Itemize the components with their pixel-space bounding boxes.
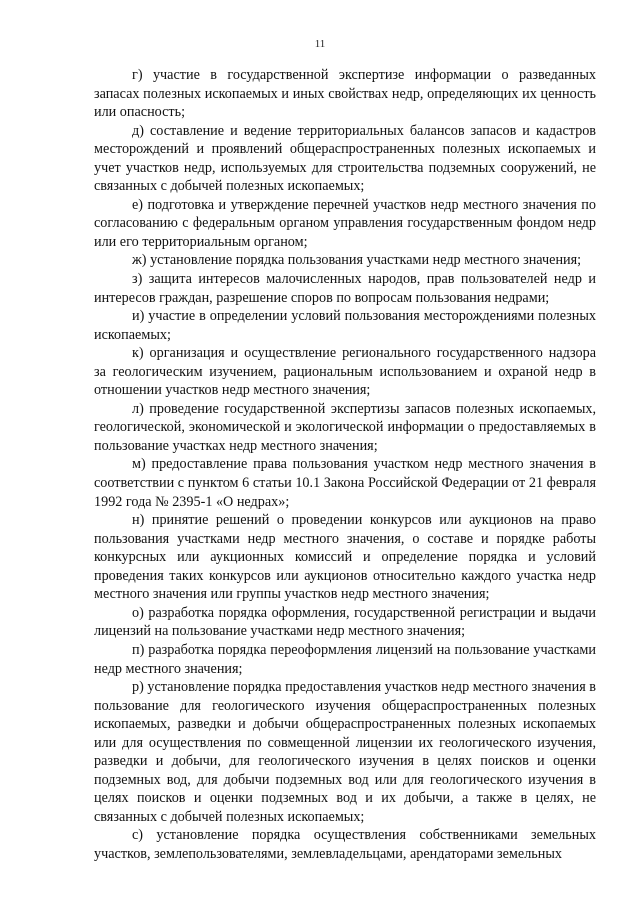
paragraph-r: р) установление порядка предоставления участков недр местного значения в пользование для геологического изучения общераспространенных полезных ископаемых, разведки и добычи общераспространенных полезных ископаемых или для осуществления по совмещенной лицензии их геологического изучения, разведки и добычи, для геологического изучения в целях поисков и оценки подземных вод, для добычи подземных вод или для геологического изучения в целях поисков и оценки подземных вод и их добычи, а также в целях, не связанных с добычей полезных ископаемых;	[94, 679, 596, 825]
paragraph-d: д) составление и ведение территориальных балансов запасов и кадастров месторождений и проявлений общераспространенных полезных ископаемых и учет участков недр, используемых для строительства подземных сооружений, не связанных с добычей полезных ископаемых;	[94, 122, 596, 195]
paragraph-p: п) разработка порядка переоформления лицензий на пользование участками недр местного значения;	[94, 641, 596, 677]
paragraph-g: г) участие в государственной экспертизе информации о разведанных запасах полезных ископаемых и иных свойствах недр, определяющих их ценность или опасность;	[94, 67, 596, 121]
paragraph-s: с) установление порядка осуществления собственниками земельных участков, землепользователями, землевладельцами, арендаторами земельных	[94, 827, 596, 862]
paragraph-e: е) подготовка и утверждение перечней участков недр местного значения по согласованию с федеральным органом управления государственным фондом недр или его территориальным органом;	[94, 196, 596, 250]
paragraph-i: и) участие в определении условий пользования месторождениями полезных ископаемых;	[94, 308, 596, 343]
paragraph-zh: ж) установление порядка пользования участками недр местного значения;	[132, 252, 582, 269]
paragraph-z: з) защита интересов малочисленных народов, прав пользователей недр и интересов граждан, разрешение споров по вопросам пользования недрами;	[94, 271, 596, 306]
page-number: 11	[314, 38, 326, 50]
paragraph-o: о) разработка порядка оформления, государственной регистрации и выдачи лицензий на пользование участками недр местного значения;	[94, 604, 596, 640]
paragraph-n: н) принятие решений о проведении конкурсов или аукционов на право пользования участками недр местного значения, о составе и порядке работы конкурсных или аукционных комиссий и определение порядка и условий проведения таких конкурсов или аукционов относительно каждого участка недр местного значения или группы участков недр местного значения;	[94, 512, 596, 603]
paragraph-l: л) проведение государственной экспертизы запасов полезных ископаемых, геологической, экономической и экологической информации о предоставляемых в пользование участках недр местного значения;	[94, 400, 596, 454]
paragraph-k: к) организация и осуществление регионального государственного надзора за геологическим изучением, рациональным использованием и охраной недр в отношении участков недр местного значения;	[94, 345, 596, 399]
paragraph-m: м) предоставление права пользования участком недр местного значения в соответствии с пунктом 6 статьи 10.1 Закона Российской Федерации от 21 февраля 1992 года № 2395-1 «О недрах»;	[94, 456, 596, 510]
body-text	[94, 66, 596, 864]
